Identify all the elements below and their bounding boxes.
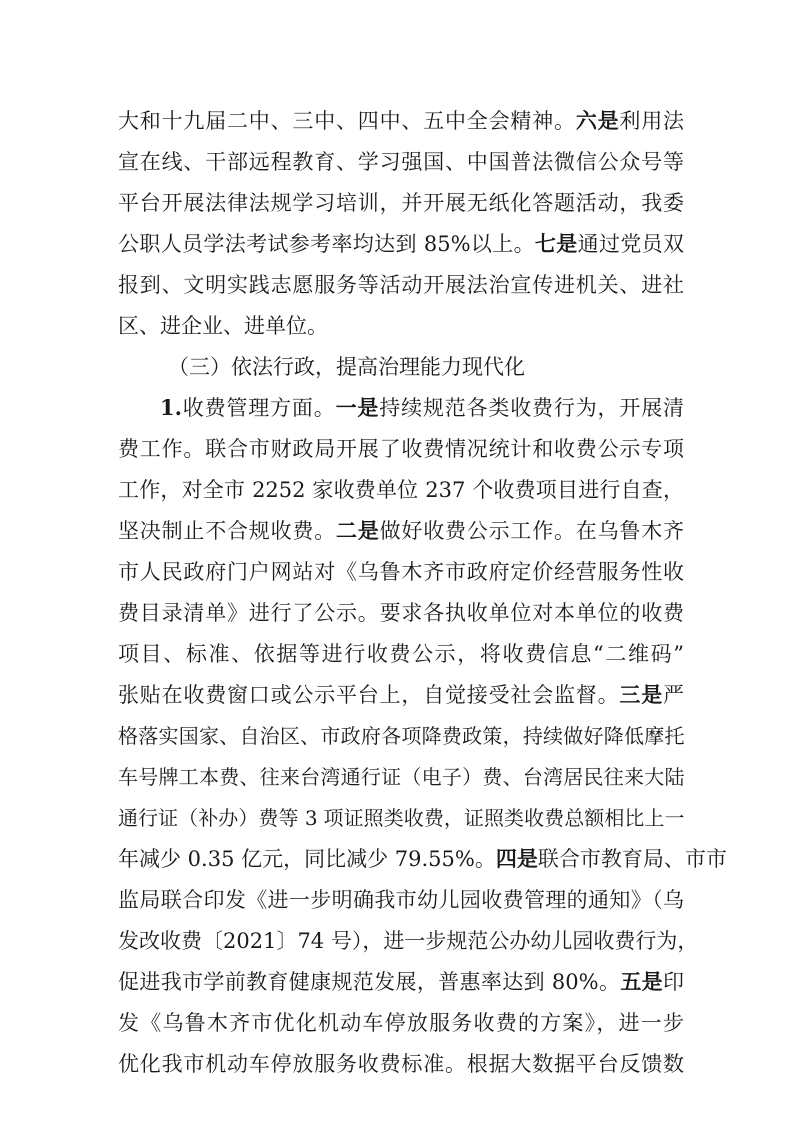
text-run: 年减少 0.35 亿元，同比减少 79.55%。 bbox=[118, 847, 496, 871]
text-line bbox=[118, 306, 684, 346]
text-line bbox=[118, 839, 727, 879]
text-line bbox=[118, 880, 684, 920]
text-line bbox=[118, 921, 699, 961]
text-run: 收费管理方面。 bbox=[181, 396, 336, 420]
bold-keyword: 三是 bbox=[619, 682, 664, 707]
text-line bbox=[118, 962, 684, 1002]
text-line bbox=[160, 388, 684, 428]
text-line bbox=[118, 101, 684, 141]
text-run: 发《乌鲁木齐市优化机动车停放服务收费的方案》，进一步 bbox=[118, 1011, 684, 1035]
text-run: 发改收费〔2021〕74 号），进一步规范公办幼儿园收费行为， bbox=[118, 929, 699, 953]
bold-keyword: 1. bbox=[160, 395, 182, 420]
text-line bbox=[118, 675, 684, 715]
text-run: 坚决制止不合规收费。 bbox=[118, 519, 336, 543]
text-line bbox=[118, 142, 684, 182]
section-heading bbox=[168, 347, 692, 387]
text-run: 通过党员双 bbox=[577, 232, 685, 256]
text-line bbox=[118, 634, 684, 674]
bold-keyword: 五是 bbox=[620, 969, 664, 994]
bold-keyword: 二是 bbox=[336, 518, 380, 543]
text-line bbox=[118, 757, 684, 797]
text-run: 工作，对全市 2252 家收费单位 237 个收费项目进行自查， bbox=[118, 478, 684, 502]
bold-keyword: 六是 bbox=[575, 108, 620, 133]
text-run: 平台开展法律法规学习培训，并开展无纸化答题活动，我委 bbox=[118, 191, 684, 215]
text-run: 优化我市机动车停放服务收费标准。根据大数据平台反馈数 bbox=[118, 1052, 684, 1076]
text-run: 印 bbox=[663, 970, 685, 994]
text-run: 监局联合印发《进一步明确我市幼儿园收费管理的通知》（乌 bbox=[118, 888, 684, 912]
text-line bbox=[118, 1044, 684, 1084]
text-run: 项目、标准、依据等进行收费公示，将收费信息“二维码” bbox=[118, 642, 684, 666]
text-line bbox=[118, 470, 684, 510]
text-run: 通行证（补办）费等 3 项证照类收费，证照类收费总额相比上一 bbox=[118, 806, 684, 830]
text-run: 利用法 bbox=[619, 109, 685, 133]
text-run: 持续规范各类收费行为，开展清 bbox=[379, 396, 685, 420]
bold-keyword: 一是 bbox=[335, 395, 380, 420]
text-run: 促进我市学前教育健康规范发展，普惠率达到 80%。 bbox=[118, 970, 621, 994]
text-line bbox=[118, 593, 684, 633]
text-line bbox=[118, 265, 684, 305]
bold-keyword: 四是 bbox=[495, 846, 538, 871]
text-run: 费工作。联合市财政局开展了收费情况统计和收费公示专项 bbox=[118, 437, 684, 461]
text-run: 张贴在收费窗口或公示平台上，自觉接受社会监督。 bbox=[118, 683, 620, 707]
text-run: 大和十九届二中、三中、四中、五中全会精神。 bbox=[118, 109, 576, 133]
text-line bbox=[118, 183, 684, 223]
text-run: （三）依法行政，提高治理能力现代化 bbox=[168, 355, 525, 379]
text-line bbox=[118, 1003, 684, 1043]
text-line bbox=[118, 224, 684, 264]
text-run: 格落实国家、自治区、市政府各项降费政策，持续做好降低摩托 bbox=[118, 724, 684, 748]
text-line bbox=[118, 511, 684, 551]
text-run: 车号牌工本费、往来台湾通行证（电子）费、台湾居民往来大陆 bbox=[118, 765, 684, 789]
text-run: 宣在线、干部远程教育、学习强国、中国普法微信公众号等 bbox=[118, 150, 684, 174]
text-line bbox=[118, 798, 684, 838]
text-run: 报到、文明实践志愿服务等活动开展法治宣传进机关、进社 bbox=[118, 273, 684, 297]
text-run: 公职人员学法考试参考率均达到 85%以上。 bbox=[118, 232, 535, 256]
text-line bbox=[118, 429, 684, 469]
text-run: 严 bbox=[663, 683, 685, 707]
text-line bbox=[118, 552, 684, 592]
text-run: 市人民政府门户网站对《乌鲁木齐市政府定价经营服务性收 bbox=[118, 560, 684, 584]
bold-keyword: 七是 bbox=[534, 231, 578, 256]
text-run: 做好收费公示工作。在乌鲁木齐 bbox=[379, 519, 685, 543]
text-run: 区、进企业、进单位。 bbox=[118, 314, 328, 338]
text-run: 费目录清单》进行了公示。要求各执收单位对本单位的收费 bbox=[118, 601, 684, 625]
text-line bbox=[118, 716, 684, 756]
text-run: 联合市教育局、市市 bbox=[537, 847, 727, 871]
